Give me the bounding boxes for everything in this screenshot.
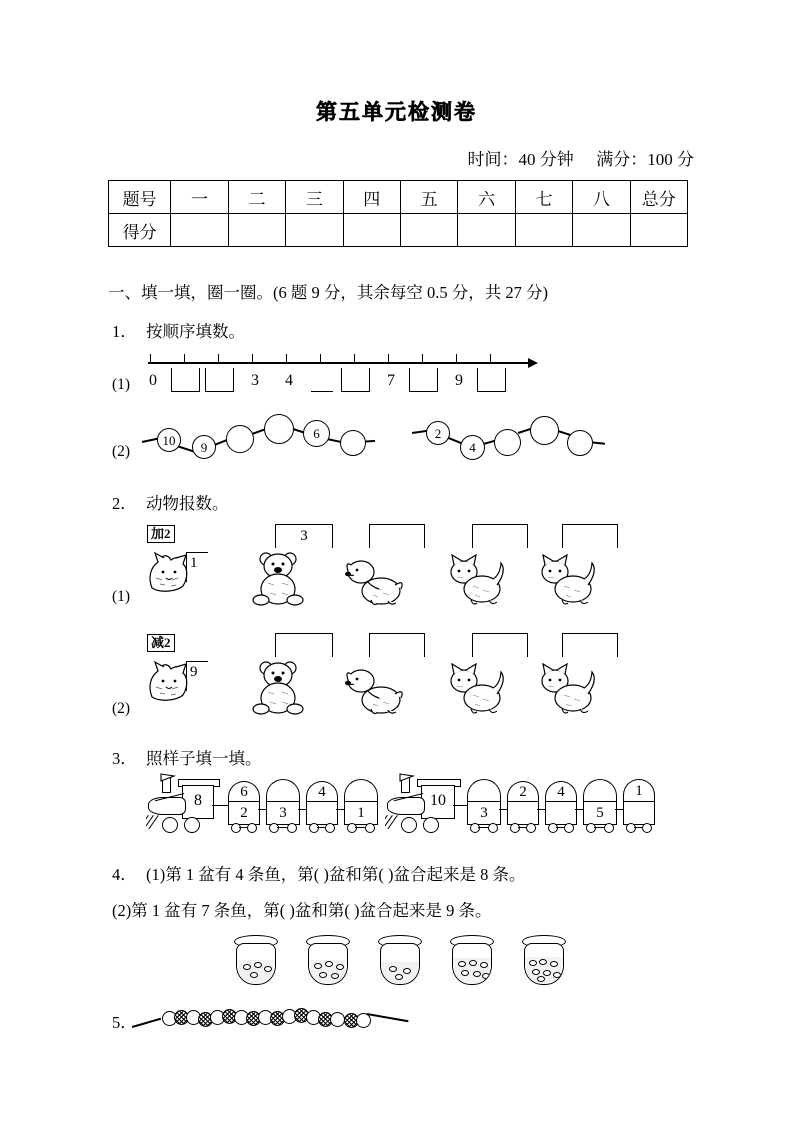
score-cell-5[interactable] [400,214,457,247]
train-right-car-4-top[interactable] [583,779,617,803]
car-wheel-l3b [325,823,335,833]
fish-1-3 [264,966,272,972]
q2-row1-value-4[interactable] [472,524,528,548]
animal-dog-1 [343,555,405,607]
q2-row1-value-1: 1 [186,552,208,582]
bead-string-end [367,1013,409,1022]
number-line-axis [148,362,530,364]
circle-chain-right [412,408,612,470]
score-table [108,180,688,247]
q2-row2-value-1: 9 [186,661,208,691]
score-cell-3[interactable] [286,214,343,247]
chain-right-circle-1: 2 [426,421,450,445]
score-cell-4[interactable] [343,214,400,247]
q1-prompt: 按顺序填数。 [146,322,245,341]
q5-number: 5． [112,1013,137,1032]
q1-part2-label: (2) [112,443,131,460]
animal-kitten-1 [447,552,507,607]
car-wheel-r5b [642,823,652,833]
fish-bowl-2 [304,935,352,993]
fish-1-4 [250,972,258,978]
col-header-8: 八 [573,181,630,214]
q2-row1-value-5[interactable] [562,524,618,548]
train-left-car-4-bottom: 1 [344,801,378,825]
fish-4-4 [461,970,469,976]
car-axle-r4 [594,827,604,828]
q1-part1-label: (1) [112,376,131,393]
col-header-4: 四 [343,181,400,214]
score-cell-7[interactable] [515,214,572,247]
q2-prompt: 动物报数。 [146,494,229,513]
time-label: 时间：40 分钟 [467,150,574,169]
tick-2 [218,354,219,363]
coupler-right-3 [575,809,583,810]
train-right-car-2-top: 2 [507,781,539,803]
tick-0 [150,354,151,363]
engine-hull-left [148,797,186,815]
table-row-headers [109,181,688,214]
animal-cat-2 [142,657,192,705]
full-score-label: 满分：100 分 [596,150,694,169]
q2-row2-value-2[interactable] [275,633,333,657]
car-axle-r3 [556,827,564,828]
car-axle-l3 [317,827,325,828]
animal-bear-2 [252,656,306,716]
bowl-water-3 [381,962,419,984]
train-right-car-5-bottom[interactable] [623,801,655,825]
train-right-car-3-top: 4 [545,781,577,803]
car-wheel-r2b [526,823,536,833]
animal-bear-1 [252,547,306,607]
tick-10 [490,354,491,363]
q1-number: 1． [112,322,137,341]
q2-row2-value-4[interactable] [472,633,528,657]
train-left-car-3-bottom[interactable] [306,801,338,825]
fish-3-2 [403,968,411,974]
animal-kitten-3 [447,661,507,716]
train-right-car-4-bottom: 5 [583,801,617,825]
bowl-body-1 [236,943,276,985]
score-cell-8[interactable] [573,214,630,247]
coupler-left-1 [258,809,266,810]
col-header-7: 七 [515,181,572,214]
flag-right-icon [399,773,415,783]
score-cell-1[interactable] [171,214,228,247]
fish-3-3 [395,974,403,980]
car-axle-r1 [478,827,488,828]
q2-row2-label: (2) [112,700,131,717]
fish-1-2 [254,962,262,968]
engine-hatch-left [146,815,164,829]
q4-number: 4． [112,865,137,884]
engine-hatch-right [385,815,403,829]
car-wheel-l4b [365,823,375,833]
train-right-car-5-top: 1 [623,779,655,803]
chain-right-circle-5[interactable] [567,430,593,456]
fish-bowl-1 [232,935,280,993]
row-header-question: 题号 [109,181,171,214]
rule-box-add: 加2 [147,525,175,543]
col-header-3: 三 [286,181,343,214]
coupler-right-2 [537,809,545,810]
bead-15 [330,1012,345,1027]
bead-string-start [132,1018,161,1028]
q2-row1-value-3[interactable] [369,524,425,548]
bowl-body-2 [308,943,348,985]
train-right-engine-number: 10 [421,785,455,819]
tick-6 [354,354,355,363]
train-right-car-3-bottom[interactable] [545,801,577,825]
table-row-scores [109,214,688,247]
numberline-blank-1[interactable] [171,368,200,392]
numberline-value-7: 7 [387,372,395,389]
q4-line-2: (2)第 1 盆有 7 条鱼，第( )盆和第( )盆合起来是 9 条。 [112,901,492,920]
train-right [385,775,655,840]
q3-number: 3． [112,749,137,768]
fish-bowl-5 [520,935,568,993]
animal-kitten-2 [538,552,598,607]
engine-wheel-left-1 [162,817,178,833]
q2-row1-label: (1) [112,588,131,605]
tick-9 [456,354,457,363]
car-axle-r2 [518,827,526,828]
train-left-car-4-top[interactable] [344,779,378,803]
fish-2-1 [314,963,322,969]
section-one-heading: 一、填一填，圈一圈。(6 题 9 分，其余每空 0.5 分，共 27 分) [108,283,548,302]
train-left [146,775,376,840]
train-left-engine-number: 8 [182,785,214,819]
car-wheel-l2b [287,823,297,833]
numberline-value-3: 3 [251,372,259,389]
chain-left-circle-6[interactable] [340,430,366,456]
engine-hull-right [387,797,425,815]
coupler-right-1 [499,809,507,810]
coupler-left-0 [212,805,228,806]
train-left-car-1-top: 6 [228,781,260,803]
q2-number: 2． [112,494,137,513]
exam-meta [468,145,695,170]
q2-row1-value-2: 3 [275,524,333,548]
fish-5-6 [553,972,561,978]
chain-left-circle-1: 10 [157,428,181,452]
fish-5-4 [532,969,540,975]
fish-5-2 [539,959,547,965]
bead-17 [356,1013,371,1028]
tick-3 [252,354,253,363]
car-axle-r5 [634,827,642,828]
numberline-blank-2[interactable] [205,368,234,392]
number-line-arrow-icon [528,358,538,368]
coupler-left-2 [298,809,306,810]
car-axle-l4 [355,827,365,828]
car-wheel-l1b [247,823,257,833]
fish-5-5 [543,970,551,976]
bowl-body-3 [380,943,420,985]
animal-kitten-4 [538,661,598,716]
engine-wheel-left-2 [184,817,200,833]
row-header-score: 得分 [109,214,171,247]
tick-1 [184,354,185,363]
q2-row2-value-5[interactable] [562,633,618,657]
fish-bowl-3 [376,935,424,993]
col-header-5: 五 [400,181,457,214]
col-header-6: 六 [458,181,515,214]
fish-4-5 [473,971,481,977]
animal-cat-1 [142,548,192,596]
car-wheel-r3b [564,823,574,833]
fish-2-5 [331,973,339,979]
fish-2-3 [336,964,344,970]
numberline-value-4: 4 [285,372,293,389]
chain-right-circle-4[interactable] [530,416,559,445]
tick-8 [422,354,423,363]
car-wheel-r1b [488,823,498,833]
train-left-car-2-bottom: 3 [266,801,300,825]
fish-5-3 [550,961,558,967]
chain-right-circle-3[interactable] [494,429,521,456]
tick-4 [286,354,287,363]
numberline-blank-6[interactable] [341,368,370,392]
car-axle-l2 [277,827,287,828]
chain-left-circle-5: 6 [303,420,330,447]
bead-string [132,1000,412,1040]
fish-4-1 [458,961,466,967]
page-title: 第五单元检测卷 [316,99,477,124]
tick-5 [320,354,321,363]
fish-2-4 [319,972,327,978]
animal-dog-2 [343,664,405,716]
fish-4-2 [469,960,477,966]
fish-bowl-4 [448,935,496,993]
fish-5-1 [529,960,537,966]
train-left-car-3-top: 4 [306,781,338,803]
train-right-car-2-bottom[interactable] [507,801,539,825]
car-wheel-r4b [604,823,614,833]
col-header-total: 总分 [630,181,687,214]
engine-wheel-right-1 [401,817,417,833]
train-left-car-2-top[interactable] [266,779,300,803]
fish-2-2 [325,961,333,967]
numberline-value-9: 9 [455,372,463,389]
col-header-2: 二 [228,181,285,214]
numberline-blank-10[interactable] [477,368,506,392]
chain-left-circle-2: 9 [192,435,216,459]
train-left-car-1-bottom: 2 [228,801,260,825]
fish-3-1 [389,966,397,972]
fish-4-6 [482,973,490,979]
engine-wheel-right-2 [423,817,439,833]
bowl-body-5 [524,943,564,985]
circle-chain-left [140,408,370,470]
coupler-right-4 [615,809,623,810]
score-cell-6[interactable] [458,214,515,247]
fish-4-3 [480,962,488,968]
numberline-blank-8[interactable] [409,368,438,392]
flag-left-icon [160,773,176,783]
number-line [148,352,548,398]
rule-box-subtract: 减2 [147,634,175,652]
col-header-1: 一 [171,181,228,214]
fish-1-1 [243,964,251,970]
fish-5-7 [537,976,545,982]
coupler-right-0 [453,805,467,806]
chain-left-circle-4[interactable] [264,414,294,444]
train-right-car-1-top[interactable] [467,779,501,803]
score-cell-total[interactable] [630,214,687,247]
bowl-body-4 [452,943,492,985]
q3-prompt: 照样子填一填。 [146,749,262,768]
q4-line-1: (1)第 1 盆有 4 条鱼，第( )盆和第( )盆合起来是 8 条。 [146,865,526,884]
car-axle-l1 [239,827,247,828]
chain-right-circle-2: 4 [460,435,485,460]
tick-7 [388,354,389,363]
coupler-left-3 [336,809,344,810]
chain-left-circle-3[interactable] [226,425,254,453]
numberline-blank-5[interactable] [311,368,333,392]
fish-bowl-row [232,935,562,997]
train-right-car-1-bottom: 3 [467,801,501,825]
numberline-value-0: 0 [149,372,157,389]
q2-row2-value-3[interactable] [369,633,425,657]
score-cell-2[interactable] [228,214,285,247]
